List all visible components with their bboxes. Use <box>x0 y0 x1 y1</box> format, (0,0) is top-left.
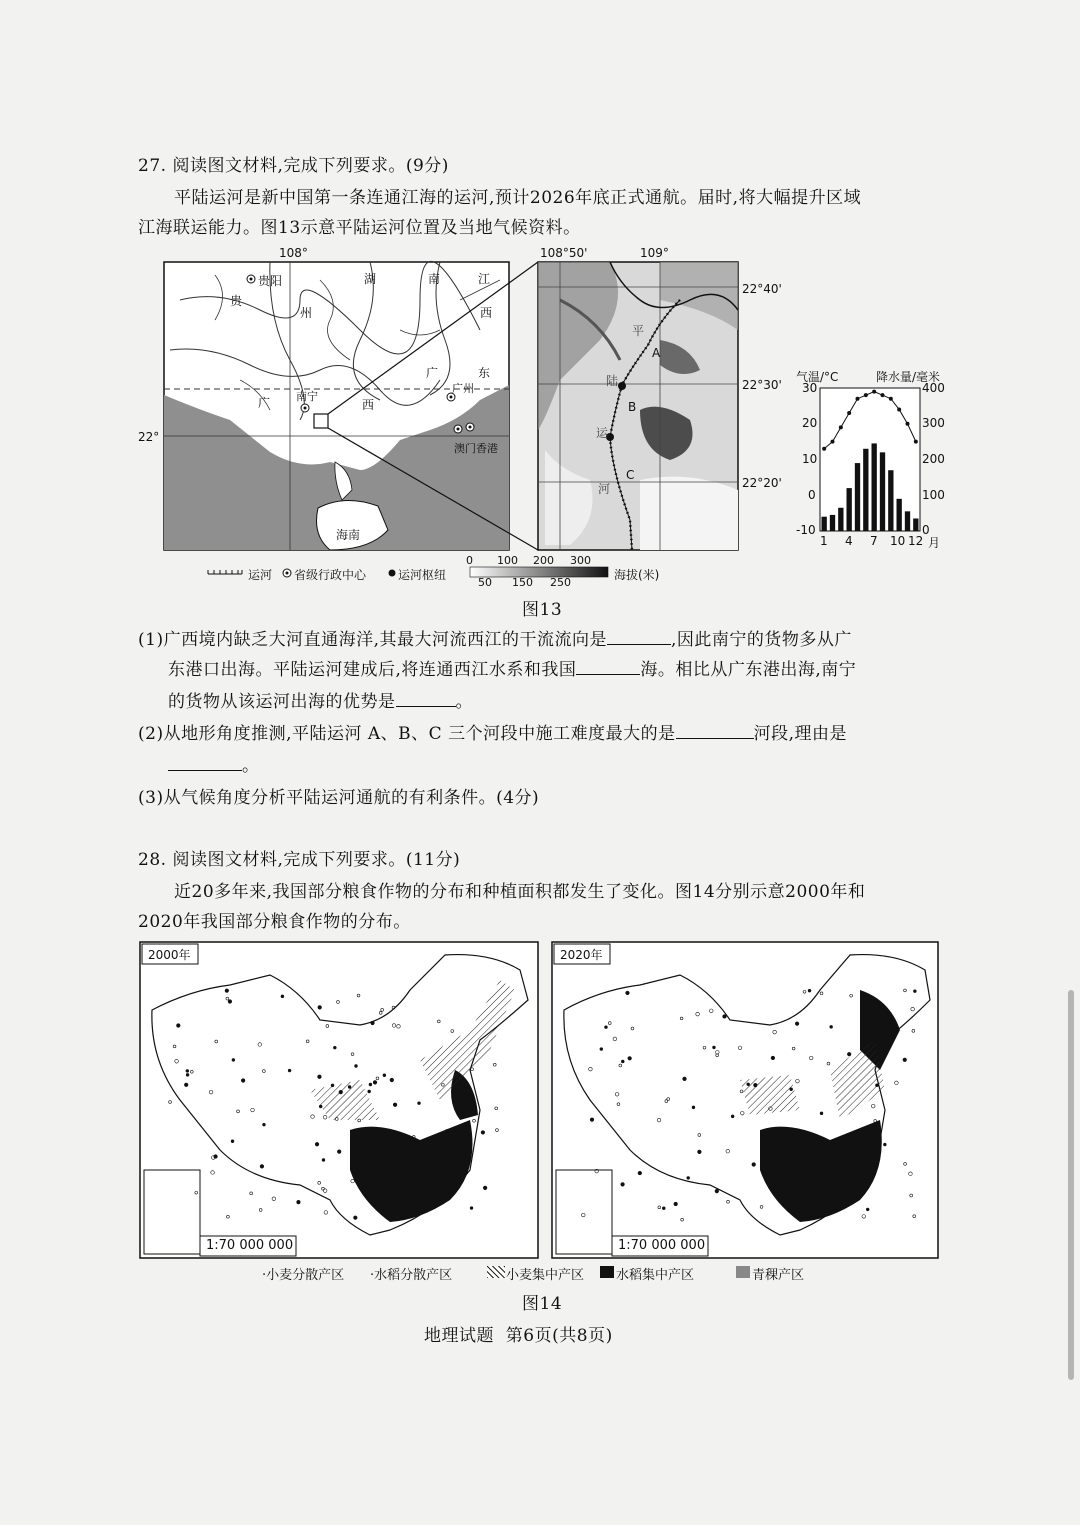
production-dot <box>393 1189 396 1192</box>
elev-tick-50: 50 <box>478 576 492 589</box>
lon-108-50-label: 108°50' <box>540 246 588 260</box>
precip-bar <box>897 499 902 531</box>
production-dot <box>626 991 630 995</box>
temp-tick-10: 10 <box>802 452 818 466</box>
precip-bar <box>863 449 868 531</box>
answer-blank-3[interactable] <box>396 688 456 707</box>
q27-1-line1: (1)广西境内缺乏大河直通海洋,其最大河流西江的干流流向是 ,因此南宁的货物多从广 <box>138 626 852 654</box>
production-dot <box>228 1000 232 1004</box>
map-2020-scale: 1:70 000 000 <box>618 1238 706 1253</box>
production-dot <box>851 1148 854 1151</box>
legend-canal-label: 运河 <box>248 568 273 582</box>
production-dot <box>331 1084 334 1087</box>
production-dot <box>903 1058 907 1062</box>
precip-bar <box>888 470 893 531</box>
precip-tick-100: 100 <box>922 488 945 502</box>
production-dot <box>692 1106 695 1109</box>
temp-tick-0: 0 <box>808 488 816 502</box>
map-2020-label: 2020年 <box>560 948 603 962</box>
q28-title: 28. 阅读图文材料,完成下列要求。(11分) <box>138 850 461 870</box>
production-dot <box>847 1052 851 1056</box>
answer-blank-2[interactable] <box>576 656 640 675</box>
q27-intro-line2: 江海联运能力。图13示意平陆运河位置及当地气候资料。 <box>138 218 581 238</box>
month-axis-label: 月 <box>928 536 941 550</box>
temperature-point <box>839 425 843 429</box>
production-dot <box>457 1161 461 1165</box>
legend-hub-icon <box>389 570 396 577</box>
production-dot <box>795 1022 799 1026</box>
temp-tick-20: 20 <box>802 416 818 430</box>
lon-108-label: 108° <box>279 246 308 260</box>
q28-intro-line1: 近20多年来,我国部分粮食作物的分布和种植面积都发生了变化。图14分别示意2000年和 <box>174 882 866 902</box>
production-dot <box>830 1025 833 1028</box>
precip-bar <box>822 517 827 531</box>
q27-title: 27. 阅读图文材料,完成下列要求。(9分) <box>138 156 449 176</box>
temperature-point <box>864 393 868 397</box>
lon-109-label: 109° <box>640 246 669 260</box>
production-dot <box>866 1208 869 1211</box>
month-tick-4: 4 <box>845 534 853 548</box>
production-dot <box>318 1006 322 1010</box>
legend-capital-label: 省级行政中心 <box>294 568 367 582</box>
figure-13-caption: 图13 <box>522 600 563 620</box>
temperature-point <box>906 422 910 426</box>
production-dot <box>687 1176 690 1179</box>
place-xi-gx: 西 <box>362 398 375 412</box>
production-dot <box>600 1048 603 1051</box>
production-dot <box>771 1056 775 1060</box>
production-dot <box>483 1186 487 1190</box>
production-dot <box>225 989 229 993</box>
production-dot <box>883 1143 886 1146</box>
production-dot <box>319 1105 322 1108</box>
legend-hub-label: 运河枢纽 <box>398 568 447 582</box>
production-dot <box>876 1084 879 1087</box>
river-char-2: 陆 <box>606 374 619 388</box>
legend-rice-solid-icon <box>600 1266 614 1278</box>
segment-b-label: B <box>628 400 637 414</box>
place-hainan: 海南 <box>336 528 361 542</box>
production-dot <box>621 1183 625 1187</box>
place-guiyang: 贵阳 <box>258 274 283 288</box>
production-dot <box>713 1046 716 1049</box>
river-char-1: 平 <box>632 324 645 338</box>
production-dot <box>322 1159 325 1162</box>
production-dot <box>260 1165 264 1169</box>
production-dot <box>176 1024 180 1028</box>
elev-unit-label: 海拔(米) <box>614 568 660 582</box>
production-dot <box>371 1021 375 1025</box>
production-dot <box>318 1075 322 1079</box>
climate-temp-label: 气温/°C <box>796 370 839 384</box>
elev-tick-300: 300 <box>570 554 591 567</box>
place-hu: 湖 <box>364 272 377 286</box>
production-dot <box>823 1189 826 1192</box>
figure-14 <box>0 930 1080 1270</box>
production-dot <box>811 1202 814 1205</box>
answer-blank-1[interactable] <box>607 626 671 645</box>
production-dot <box>605 1026 608 1029</box>
production-dot <box>186 1073 189 1076</box>
production-dot <box>621 1060 624 1063</box>
q27-2-line2: 。 <box>168 752 260 780</box>
production-dot <box>333 1046 336 1049</box>
temperature-point <box>872 390 876 394</box>
month-tick-10: 10 <box>890 534 906 548</box>
place-gui: 贵 <box>230 294 243 308</box>
precip-bar <box>880 452 885 531</box>
climate-chart <box>820 388 920 531</box>
precip-bar <box>905 511 910 531</box>
place-dong: 东 <box>478 366 491 380</box>
production-dot <box>662 1207 665 1210</box>
production-dot <box>723 1015 727 1019</box>
production-dot <box>638 1171 642 1175</box>
temperature-point <box>856 397 860 401</box>
precip-bar <box>872 443 877 531</box>
temp-tick-30: 30 <box>802 381 818 395</box>
legend-rice-concentrated: 水稻集中产区 <box>616 1268 695 1283</box>
place-hongkong: 香港 <box>476 442 498 455</box>
production-dot <box>348 1086 351 1089</box>
place-macau: 澳门 <box>454 442 476 455</box>
production-dot <box>913 990 916 993</box>
precip-bar <box>838 508 843 531</box>
q27-1-line3: 的货物从该运河出海的优势是 。 <box>168 688 473 716</box>
production-dot <box>369 1083 372 1086</box>
answer-blank-5[interactable] <box>168 752 242 771</box>
elev-tick-100: 100 <box>497 554 518 567</box>
production-dot <box>186 1070 189 1073</box>
production-dot <box>820 1112 823 1115</box>
production-dot <box>731 1115 734 1118</box>
production-dot <box>373 1081 377 1085</box>
temperature-point <box>889 397 893 401</box>
precip-tick-300: 300 <box>922 416 945 430</box>
production-dot <box>288 1069 291 1072</box>
production-dot <box>864 1160 868 1164</box>
temperature-point <box>831 440 835 444</box>
production-dot <box>481 1131 485 1135</box>
production-dot <box>355 1065 358 1068</box>
production-dot <box>418 1102 421 1105</box>
lat-22-label: 22° <box>138 430 160 444</box>
production-dot <box>808 989 811 992</box>
river-char-4: 河 <box>598 482 611 496</box>
map-right <box>538 262 738 550</box>
place-guangzhou: 广州 <box>452 382 474 395</box>
segment-c-label: C <box>626 468 635 482</box>
figure-14-caption: 图14 <box>522 1294 563 1314</box>
production-dot <box>628 1057 632 1061</box>
lat-22-20-label: 22°20' <box>742 476 782 490</box>
place-zhou: 州 <box>300 306 313 320</box>
production-dot <box>754 1083 758 1087</box>
q27-3: (3)从气候角度分析平陆运河通航的有利条件。(4分) <box>138 788 540 808</box>
legend-rice-scattered: ·水稻分散产区 <box>370 1268 453 1283</box>
elev-tick-150: 150 <box>512 576 533 589</box>
place-xi-jx: 西 <box>480 306 493 320</box>
production-dot <box>830 1203 833 1206</box>
production-dot <box>449 1159 453 1163</box>
place-nan: 南 <box>428 272 441 286</box>
production-dot <box>232 1059 235 1062</box>
production-dot <box>747 1083 750 1086</box>
page-footer: 地理试题 第6页(共8页) <box>424 1326 613 1346</box>
month-tick-12: 12 <box>908 534 924 548</box>
production-dot <box>231 1140 234 1143</box>
production-dot <box>590 1118 594 1122</box>
precip-bar <box>913 518 918 531</box>
legend-highland-barley: 青稞产区 <box>752 1268 805 1283</box>
map-2000-scale: 1:70 000 000 <box>206 1238 294 1253</box>
legend-wheat-scattered: ·小麦分散产区 <box>262 1268 345 1283</box>
place-guang-gx: 广 <box>258 396 271 410</box>
precip-tick-0: 0 <box>922 523 930 537</box>
place-guang: 广 <box>426 366 439 380</box>
answer-blank-4[interactable] <box>676 720 754 739</box>
q27-1-line2: 东港口出海。平陆运河建成后,将连通西江水系和我国 海。相比从广东港出海,南宁 <box>168 656 856 684</box>
precip-bar <box>855 463 860 531</box>
production-dot <box>339 1090 343 1094</box>
elev-tick-250: 250 <box>550 576 571 589</box>
production-dot <box>281 995 284 998</box>
place-nanning: 南宁 <box>296 390 318 403</box>
climate-precip-label: 降水量/毫米 <box>876 370 941 384</box>
production-dot <box>184 1083 188 1087</box>
precip-tick-400: 400 <box>922 381 945 395</box>
precip-tick-200: 200 <box>922 452 945 466</box>
temperature-point <box>847 411 851 415</box>
precip-bar <box>847 488 852 531</box>
figure-13 <box>0 0 1080 620</box>
production-dot <box>776 1161 780 1165</box>
legend-barley-icon <box>736 1266 750 1278</box>
q28-intro-line2: 2020年我国部分粮食作物的分布。 <box>138 912 411 932</box>
month-tick-1: 1 <box>820 534 828 548</box>
q27-intro-line1: 平陆运河是新中国第一条连通江海的运河,预计2026年底正式通航。届时,将大幅提升区域 <box>174 188 862 208</box>
production-dot <box>263 1123 266 1126</box>
precip-bar <box>830 515 835 531</box>
production-dot <box>383 1074 386 1077</box>
month-tick-7: 7 <box>870 534 878 548</box>
lat-22-30-label: 22°30' <box>742 378 782 392</box>
temp-tick-neg10: -10 <box>796 523 816 537</box>
production-dot <box>337 1150 341 1154</box>
production-dot <box>790 1088 793 1091</box>
place-jiang: 江 <box>478 272 491 286</box>
production-dot <box>698 1150 702 1154</box>
elev-tick-0: 0 <box>466 554 473 567</box>
lat-22-40-label: 22°40' <box>742 282 782 296</box>
production-dot <box>846 1148 849 1151</box>
elev-tick-200: 200 <box>533 554 554 567</box>
production-dot <box>715 1189 719 1193</box>
map-2000-label: 2000年 <box>148 948 191 962</box>
production-dot <box>214 1155 218 1159</box>
production-dot <box>297 1200 301 1204</box>
temperature-point <box>881 393 885 397</box>
production-dot <box>470 1207 473 1210</box>
scrollbar[interactable] <box>1068 990 1074 1380</box>
production-dot <box>241 1079 245 1083</box>
production-dot <box>683 1077 687 1081</box>
production-dot <box>752 1163 756 1167</box>
production-dot <box>393 1103 397 1107</box>
production-dot <box>368 1090 371 1093</box>
temperature-point <box>897 407 901 411</box>
temperature-point <box>914 440 918 444</box>
q27-2-line1: (2)从地形角度推测,平陆运河 A、B、C 三个河段中施工难度最大的是 河段,理由是 <box>138 720 847 748</box>
production-dot <box>390 1078 394 1082</box>
legend-wheat-hatch-icon <box>487 1266 505 1278</box>
segment-a-label: A <box>652 346 661 360</box>
legend-canal-icon <box>208 570 242 574</box>
legend-wheat-concentrated: 小麦集中产区 <box>506 1268 585 1283</box>
production-dot <box>674 1202 678 1206</box>
river-char-3: 运 <box>596 426 609 440</box>
production-dot <box>354 1216 358 1220</box>
production-dot <box>797 1139 800 1142</box>
temperature-point <box>822 447 826 451</box>
production-dot <box>315 1142 319 1146</box>
